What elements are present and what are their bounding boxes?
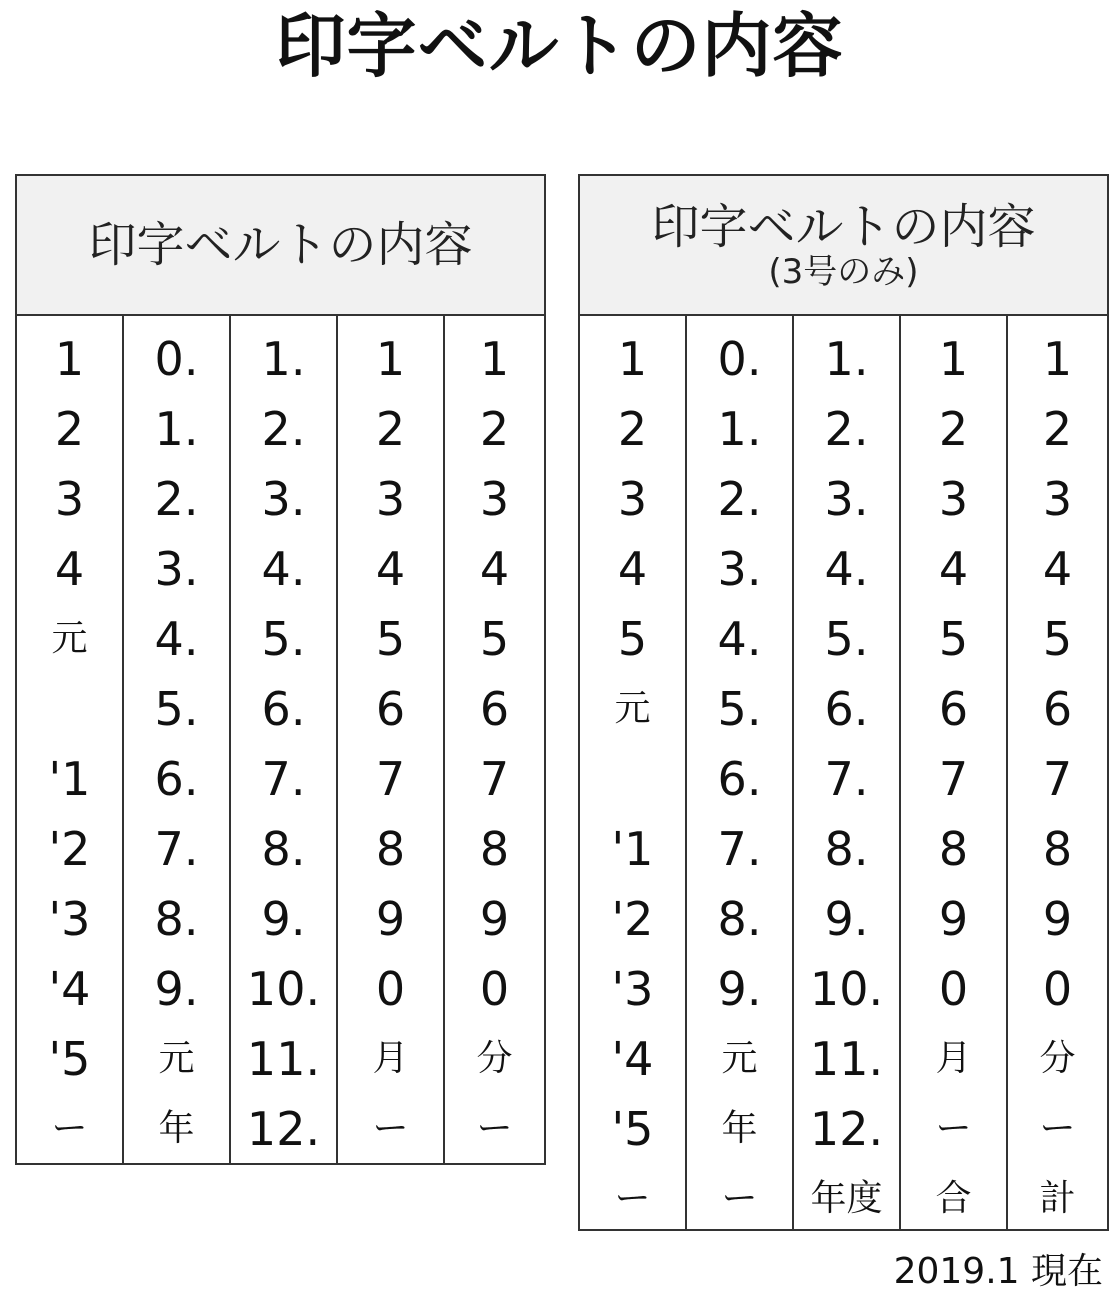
left-table-column-3	[231, 316, 338, 1163]
belt-cell: 9.	[154, 962, 199, 1016]
right-table-column-5	[1008, 316, 1107, 1229]
left-table-column-5	[445, 316, 544, 1163]
belt-cell: 0	[938, 962, 969, 1016]
belt-cell: 1	[938, 332, 969, 386]
right-table-column-2	[687, 316, 794, 1229]
belt-cell: 9	[1042, 892, 1073, 946]
belt-cell: 年度	[810, 1178, 883, 1219]
belt-cell: ー	[51, 1108, 88, 1149]
belt-cell: 4	[938, 542, 969, 596]
belt-cell: '3	[611, 962, 654, 1016]
belt-cell: 3	[1042, 472, 1073, 526]
belt-cell: 1	[54, 332, 85, 386]
belt-cell: ー	[476, 1108, 513, 1149]
belt-cell: ー	[1039, 1108, 1076, 1149]
belt-cell: 9.	[824, 892, 869, 946]
belt-cell: '4	[611, 1032, 654, 1086]
belt-cell: 2	[375, 402, 406, 456]
belt-cell: 2	[1042, 402, 1073, 456]
right-table-header-subtitle: (3号のみ)	[768, 252, 919, 292]
belt-cell: '3	[48, 892, 91, 946]
belt-cell: 2	[617, 402, 648, 456]
belt-cell: 6	[1042, 682, 1073, 736]
belt-cell: 2.	[824, 402, 869, 456]
belt-cell: 7	[375, 752, 406, 806]
belt-cell: 3	[617, 472, 648, 526]
right-table-header-title: 印字ベルトの内容	[651, 199, 1036, 255]
left-belt-table	[15, 174, 546, 1165]
belt-cell: 1	[617, 332, 648, 386]
page-title: 印字ベルトの内容	[275, 5, 844, 87]
belt-cell: '5	[611, 1102, 654, 1156]
belt-cell: 8	[1042, 822, 1073, 876]
belt-cell: 2.	[261, 402, 306, 456]
belt-cell: 分	[1039, 1038, 1076, 1079]
belt-cell: 4	[54, 542, 85, 596]
belt-cell: 計	[1039, 1178, 1076, 1219]
right-table-header	[580, 176, 1107, 316]
belt-cell: ー	[372, 1108, 409, 1149]
belt-cell: ー	[614, 1178, 651, 1219]
belt-cell: 4	[1042, 542, 1073, 596]
belt-cell: 1.	[824, 332, 869, 386]
belt-cell: ー	[721, 1178, 758, 1219]
belt-cell: 3	[54, 472, 85, 526]
belt-cell: 6.	[717, 752, 762, 806]
belt-cell: 9.	[261, 892, 306, 946]
belt-cell: 分	[476, 1038, 513, 1079]
belt-cell: 7	[479, 752, 510, 806]
belt-cell: 元	[721, 1038, 758, 1079]
belt-cell: 5	[617, 612, 648, 666]
belt-cell: 7.	[824, 752, 869, 806]
belt-cell: 元	[614, 688, 651, 729]
belt-cell: 9	[479, 892, 510, 946]
belt-cell: 7	[1042, 752, 1073, 806]
belt-cell: 年	[721, 1108, 758, 1149]
belt-cell: 10.	[246, 962, 321, 1016]
belt-cell: 7.	[154, 822, 199, 876]
belt-cell: 5.	[824, 612, 869, 666]
belt-cell: 8.	[824, 822, 869, 876]
belt-cell: 1.	[154, 402, 199, 456]
belt-cell: 6.	[154, 752, 199, 806]
belt-cell: 8	[375, 822, 406, 876]
right-belt-table	[578, 174, 1109, 1231]
belt-cell: '2	[611, 892, 654, 946]
belt-cell: 4	[617, 542, 648, 596]
belt-cell: 11.	[809, 1032, 884, 1086]
belt-cell: 6.	[261, 682, 306, 736]
belt-cell: 0	[1042, 962, 1073, 1016]
belt-cell: 2.	[154, 472, 199, 526]
belt-cell: 6	[479, 682, 510, 736]
belt-cell: 合	[935, 1178, 972, 1219]
belt-cell: 年	[158, 1108, 195, 1149]
belt-cell: 3	[938, 472, 969, 526]
left-table-column-1	[17, 316, 124, 1163]
belt-cell: 2	[479, 402, 510, 456]
belt-cell: '4	[48, 962, 91, 1016]
belt-cell: 4	[375, 542, 406, 596]
belt-cell: 9	[375, 892, 406, 946]
belt-cell: 0.	[717, 332, 762, 386]
belt-cell: 4.	[824, 542, 869, 596]
belt-cell: 6	[938, 682, 969, 736]
belt-cell: 元	[158, 1038, 195, 1079]
belt-cell: 8.	[717, 892, 762, 946]
belt-cell: 7.	[261, 752, 306, 806]
left-table-column-4	[338, 316, 445, 1163]
belt-cell: 3	[375, 472, 406, 526]
left-table-header-title: 印字ベルトの内容	[88, 217, 473, 273]
belt-cell: 9	[938, 892, 969, 946]
belt-cell: 5.	[154, 682, 199, 736]
belt-cell: 月	[935, 1038, 972, 1079]
belt-cell: 4.	[154, 612, 199, 666]
belt-cell: 元	[51, 618, 88, 659]
belt-cell: 0	[479, 962, 510, 1016]
belt-cell: '2	[48, 822, 91, 876]
belt-cell: 3.	[824, 472, 869, 526]
belt-cell: 月	[372, 1038, 409, 1079]
belt-cell: 11.	[246, 1032, 321, 1086]
left-table-column-2	[124, 316, 231, 1163]
belt-cell: 2	[54, 402, 85, 456]
belt-cell	[17, 674, 122, 744]
belt-cell: 3.	[261, 472, 306, 526]
belt-cell: 4.	[717, 612, 762, 666]
belt-cell: 5	[938, 612, 969, 666]
right-table-column-1	[580, 316, 687, 1229]
belt-cell: 12.	[246, 1102, 321, 1156]
belt-cell: 8	[938, 822, 969, 876]
belt-cell: 10.	[809, 962, 884, 1016]
right-table-column-3	[794, 316, 901, 1229]
left-table-header	[17, 176, 544, 316]
belt-cell: '1	[48, 752, 91, 806]
belt-cell: 0	[375, 962, 406, 1016]
belt-cell: 6.	[824, 682, 869, 736]
belt-cell: 0.	[154, 332, 199, 386]
belt-cell: 7	[938, 752, 969, 806]
belt-cell: 9.	[717, 962, 762, 1016]
date-footnote: 2019.1 現在	[893, 1251, 1103, 1292]
belt-cell: 1.	[717, 402, 762, 456]
belt-cell: 5.	[261, 612, 306, 666]
belt-cell: 1	[479, 332, 510, 386]
belt-cell: 3.	[154, 542, 199, 596]
belt-cell	[580, 744, 685, 814]
belt-cell: 8.	[154, 892, 199, 946]
belt-cell: 4.	[261, 542, 306, 596]
belt-cell: 5	[479, 612, 510, 666]
belt-cell: 12.	[809, 1102, 884, 1156]
belt-cell: 5	[375, 612, 406, 666]
belt-cell: 4	[479, 542, 510, 596]
belt-cell: 1	[1042, 332, 1073, 386]
belt-cell: 6	[375, 682, 406, 736]
belt-cell: ー	[935, 1108, 972, 1149]
belt-cell: 2.	[717, 472, 762, 526]
right-table-column-4	[901, 316, 1008, 1229]
belt-cell: 7.	[717, 822, 762, 876]
belt-cell: '5	[48, 1032, 91, 1086]
belt-cell: 1	[375, 332, 406, 386]
belt-cell: 5.	[717, 682, 762, 736]
belt-cell: 5	[1042, 612, 1073, 666]
belt-cell: 8	[479, 822, 510, 876]
belt-cell: 3	[479, 472, 510, 526]
belt-cell: 2	[938, 402, 969, 456]
belt-cell: '1	[611, 822, 654, 876]
belt-cell: 3.	[717, 542, 762, 596]
belt-cell: 1.	[261, 332, 306, 386]
belt-cell: 8.	[261, 822, 306, 876]
